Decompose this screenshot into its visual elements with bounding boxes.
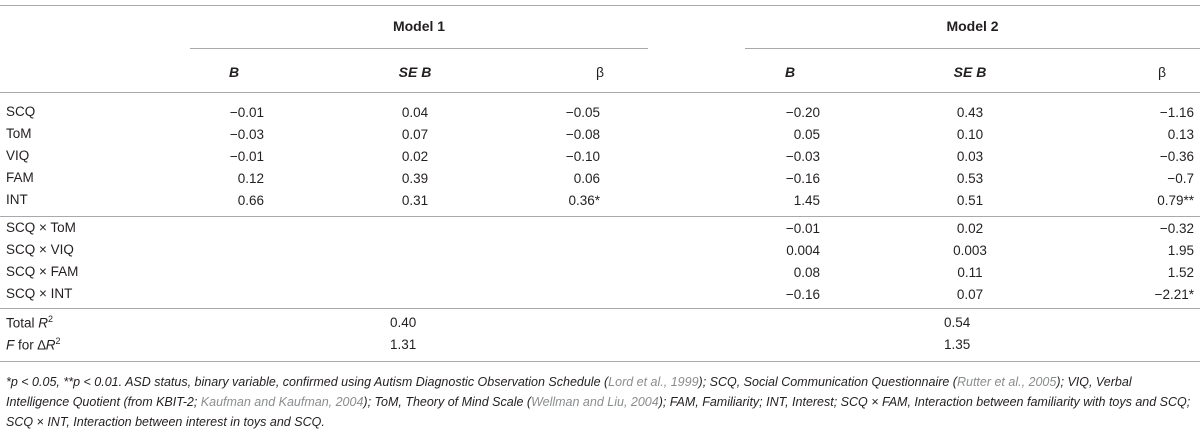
col-header-seb-m1: SE B xyxy=(398,64,432,80)
bottom-rule xyxy=(0,361,1200,362)
citation-kaufman[interactable]: Kaufman and Kaufman, 2004 xyxy=(200,395,364,409)
cell-seb-m1: 0.31 xyxy=(401,193,429,208)
cell-b-m1: 0.12 xyxy=(237,171,264,186)
cell-seb-m1: 0.39 xyxy=(401,171,429,186)
cell-b-m2: 0.08 xyxy=(793,265,820,280)
cell-beta-m1: −0.05 xyxy=(565,105,600,120)
col-header-beta-m1: β xyxy=(595,64,605,80)
cell-beta-m2: 0.79** xyxy=(1157,193,1194,208)
row-label: FAM xyxy=(6,170,34,185)
cell-beta-m2: −0.32 xyxy=(1159,221,1194,236)
col-header-seb-m2: SE B xyxy=(953,64,987,80)
cell-b-m2: 1.45 xyxy=(793,193,820,208)
total-r2-m2: 0.54 xyxy=(944,315,971,330)
row-label: VIQ xyxy=(6,148,30,163)
cell-seb-m2: 0.11 xyxy=(957,265,983,280)
f-delta-r2-label: F for $\Delta R^2$ xyxy=(6,336,61,353)
cell-seb-m2: 0.10 xyxy=(956,127,984,142)
cell-b-m1: 0.66 xyxy=(237,193,264,208)
cell-seb-m2: 0.51 xyxy=(956,193,984,208)
cell-beta-m2: −2.21* xyxy=(1154,287,1194,302)
cell-beta-m1: −0.08 xyxy=(565,127,600,142)
cell-beta-m2: −1.16 xyxy=(1159,105,1194,120)
cell-seb-m2: 0.003 xyxy=(953,243,987,258)
citation-lord[interactable]: Lord et al., 1999 xyxy=(608,375,699,389)
cell-beta-m2: −0.36 xyxy=(1159,149,1194,164)
cell-seb-m2: 0.03 xyxy=(956,149,984,164)
top-rule xyxy=(0,5,1200,6)
cell-beta-m2: 0.13 xyxy=(1167,127,1194,142)
cell-b-m2: −0.16 xyxy=(785,171,820,186)
cell-seb-m2: 0.53 xyxy=(956,171,984,186)
cell-b-m1: −0.01 xyxy=(229,149,264,164)
cell-seb-m1: 0.02 xyxy=(401,149,429,164)
row-label: SCQ × VIQ xyxy=(6,242,74,257)
cell-beta-m1: −0.10 xyxy=(565,149,600,164)
cell-seb-m1: 0.07 xyxy=(401,127,429,142)
total-r2-label: Total $R^2$ xyxy=(6,314,54,331)
cell-seb-m2: 0.43 xyxy=(956,105,984,120)
cell-b-m2: −0.01 xyxy=(785,221,820,236)
cell-b-m2: −0.16 xyxy=(785,287,820,302)
cell-beta-m2: 1.95 xyxy=(1167,243,1194,258)
row-label: SCQ xyxy=(6,104,36,119)
model1-underline xyxy=(190,48,648,49)
row-label: SCQ × INT xyxy=(6,286,73,301)
row-label: SCQ × FAM xyxy=(6,264,79,279)
cell-b-m1: −0.03 xyxy=(229,127,264,142)
cell-beta-m1: 0.06 xyxy=(573,171,600,186)
cell-beta-m1: 0.36* xyxy=(568,193,600,208)
header-rule xyxy=(0,92,1200,93)
total-r2-m1: 0.40 xyxy=(390,315,417,330)
col-header-b-m2: B xyxy=(784,64,796,80)
model2-header: Model 2 xyxy=(946,18,999,34)
cell-seb-m2: 0.02 xyxy=(956,221,984,236)
cell-seb-m1: 0.04 xyxy=(401,105,429,120)
row-label: ToM xyxy=(6,126,32,141)
r2-rule xyxy=(0,308,1200,309)
citation-rutter[interactable]: Rutter et al., 2005 xyxy=(956,375,1057,389)
table-footnote: *p < 0.05, **p < 0.01. ASD status, binary variable, confirmed using Autism Diagnostic Observation Schedule (Lord et al., 1999); SCQ, Social Communication Questionnaire (Rutter et al., 2005); VIQ, Verbal Intelligence Quotient (from KBIT-2; Kaufman and Kaufman, 2004); ToM, Theory of Mind Scale (Wellman and Liu, 2004); FAM, Familiarity; INT, Interest; SCQ × FAM, Interaction between familiarity with toys and SCQ; SCQ × INT, Interaction between interest in toys and SCQ. xyxy=(6,375,1191,429)
interaction-rule xyxy=(0,216,1200,217)
cell-beta-m2: 1.52 xyxy=(1167,265,1194,280)
model1-header: Model 1 xyxy=(392,18,446,34)
f-delta-r2-m1: 1.31 xyxy=(390,337,417,352)
citation-wellman[interactable]: Wellman and Liu, 2004 xyxy=(531,395,659,409)
cell-b-m2: −0.20 xyxy=(785,105,820,120)
cell-beta-m2: −0.7 xyxy=(1167,171,1194,186)
cell-b-m2: 0.004 xyxy=(786,243,820,258)
col-header-b-m1: B xyxy=(228,64,240,80)
model2-underline xyxy=(745,48,1200,49)
cell-b-m2: −0.03 xyxy=(785,149,820,164)
row-label: SCQ × ToM xyxy=(6,220,76,235)
cell-b-m1: −0.01 xyxy=(229,105,264,120)
cell-b-m2: 0.05 xyxy=(793,127,820,142)
f-delta-r2-m2: 1.35 xyxy=(944,337,971,352)
cell-seb-m2: 0.07 xyxy=(956,287,984,302)
row-label: INT xyxy=(6,192,28,207)
col-header-beta-m2: β xyxy=(1157,64,1167,80)
